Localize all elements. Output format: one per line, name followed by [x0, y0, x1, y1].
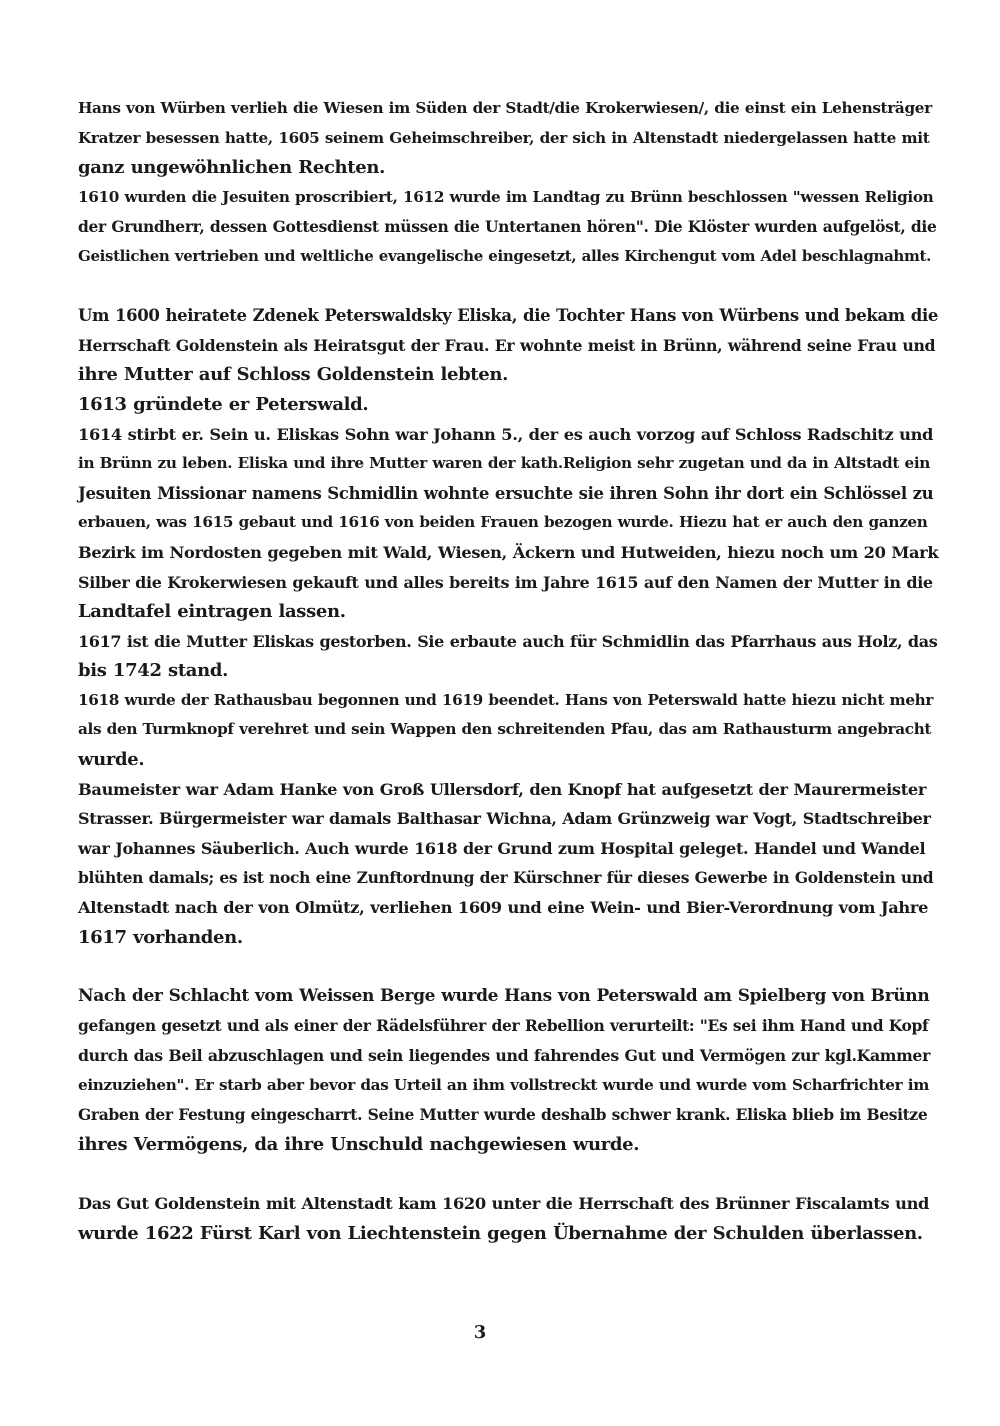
paragraph-gap: [78, 272, 938, 302]
text-line: Baumeister war Adam Hanke von Groß Ullersdorf, den Knopf hat aufgesetzt der Maurermeister: [78, 779, 927, 799]
text-line: durch das Beil abzuschlagen und sein liegendes und fahrendes Gut und Vermögen zur kgl.Kammer: [78, 1046, 931, 1065]
text-line: erbauen, was 1615 gebaut und 1616 von beiden Frauen bezogen wurde. Hiezu hat er auch den ganzen: [78, 513, 928, 532]
text-line: bis 1742 stand.: [78, 660, 228, 682]
text-line: in Brünn zu leben. Eliska und ihre Mutter waren der kath.Religion sehr zugetan und da in Altstadt ein: [78, 454, 931, 473]
text-line: Das Gut Goldenstein mit Altenstadt kam 1620 unter die Herrschaft des Brünner Fiscalamts und: [78, 1193, 930, 1213]
text-line: Graben der Festung eingescharrt. Seine Mutter wurde deshalb schwer krank. Eliska blieb im Besitze: [78, 1105, 928, 1125]
text-line: 1617 ist die Mutter Eliskas gestorben. Sie erbaute auch für Schmidlin das Pfarrhaus aus Holz, das: [78, 631, 938, 651]
text-line: Bezirk im Nordosten gegeben mit Wald, Wiesen, Äckern und Hutweiden, hiezu noch um 20 Mark: [78, 542, 939, 562]
text-line: Jesuiten Missionar namens Schmidlin wohnte ersuchte sie ihren Sohn ihr dort ein Schlössel zu: [78, 483, 934, 503]
paragraph-gap: [78, 1159, 938, 1189]
text-line: Geistlichen vertrieben und weltliche evangelische eingesetzt, alles Kirchengut vom Adel beschlagnahmt.: [78, 246, 931, 265]
text-line: als den Turmknopf verehret und sein Wappen den schreitenden Pfau, das am Rathausturm angebracht: [78, 720, 932, 739]
text-line: war Johannes Säuberlich. Auch wurde 1618 der Grund zum Hospital geleget. Handel und Wandel: [78, 838, 926, 858]
text-line: Hans von Würben verlieh die Wiesen im Süden der Stadt/die Krokerwiesen/, die einst ein Lehensträger: [78, 99, 932, 117]
text-line: 1614 stirbt er. Sein u. Eliskas Sohn war Johann 5., der es auch vorzog auf Schloss Radschitz und: [78, 424, 934, 444]
text-line: 1617 vorhanden.: [78, 926, 243, 948]
page-number: 3: [473, 1322, 487, 1343]
text-line: Strasser. Bürgermeister war damals Balthasar Wichna, Adam Grünzweig war Vogt, Stadtschreiber: [78, 809, 931, 829]
text-line: Kratzer besessen hatte, 1605 seinem Geheimschreiber, der sich in Altenstadt niedergelassen hatte mit: [78, 128, 930, 147]
text-line: Herrschaft Goldenstein als Heiratsgut der Frau. Er wohnte meist in Brünn, während seine Frau und: [78, 335, 936, 355]
text-line: 1613 gründete er Peterswald.: [78, 393, 369, 415]
text-line: Um 1600 heiratete Zdenek Peterswaldsky Eliska, die Tochter Hans von Würbens und bekam die: [78, 306, 939, 326]
text-line: gefangen gesetzt und als einer der Rädelsführer der Rebellion verurteilt: "Es sei ihm Hand und Kopf: [78, 1016, 929, 1036]
text-line: 1618 wurde der Rathausbau begonnen und 1619 beendet. Hans von Peterswald hatte hiezu nicht mehr: [78, 690, 934, 709]
text-line: wurde.: [78, 749, 145, 771]
text-line: Nach der Schlacht vom Weissen Berge wurde Hans von Peterswald am Spielberg von Brünn: [78, 985, 930, 1006]
text-line: ihre Mutter auf Schloss Goldenstein lebten.: [78, 364, 509, 386]
text-line: Landtafel eintragen lassen.: [78, 601, 346, 623]
text-line: ganz ungewöhnlichen Rechten.: [78, 157, 386, 179]
text-line: Altenstadt nach der von Olmütz, verliehen 1609 und eine Wein- und Bier-Verordnung vom Jahre: [78, 898, 929, 918]
paragraph-gap: [78, 952, 938, 982]
text-line: der Grundherr, dessen Gottesdienst müssen die Untertanen hören". Die Klöster wurden aufgelöst, die: [78, 217, 937, 237]
text-line: einzuziehen". Er starb aber bevor das Urteil an ihm vollstreckt wurde und wurde vom Scharfrichter im: [78, 1075, 930, 1094]
text-line: 1610 wurden die Jesuiten proscribiert, 1612 wurde im Landtag zu Brünn beschlossen "wessen Religion: [78, 187, 934, 206]
text-line: blühten damals; es ist noch eine Zunftordnung der Kürschner für dieses Gewerbe in Goldenstein und: [78, 868, 934, 888]
text-line: Silber die Krokerwiesen gekauft und alles bereits im Jahre 1615 auf den Namen der Mutter in die: [78, 572, 933, 592]
body-text: [78, 94, 938, 1248]
text-line: ihres Vermögens, da ihre Unschuld nachgewiesen wurde.: [78, 1133, 640, 1155]
text-line: wurde 1622 Fürst Karl von Liechtenstein gegen Übernahme der Schulden überlassen.: [78, 1222, 923, 1244]
